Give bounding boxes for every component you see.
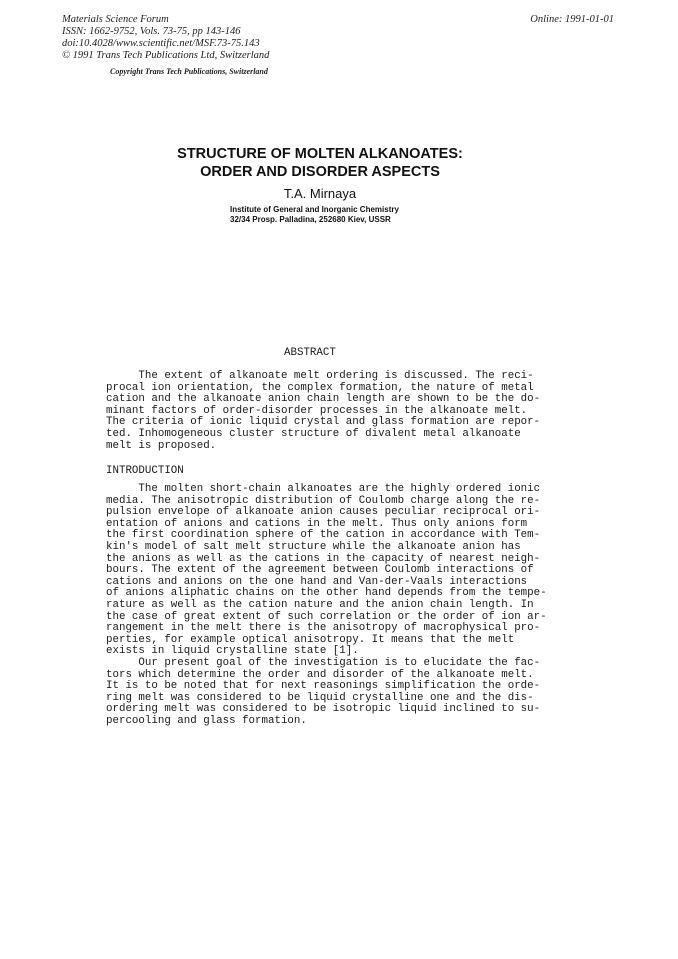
abstract-line: melt is proposed. xyxy=(106,439,217,452)
intro-line: Our present goal of the investigation is to elucidate the fac- xyxy=(106,656,541,669)
intro-line: The molten short-chain alkanoates are the highly ordered ionic xyxy=(106,483,541,495)
intro-line: the anions as well as the cations in the capacity of nearest neigh- xyxy=(106,552,541,565)
intro-line: media. The anisotropic distribution of Coulomb charge along the re- xyxy=(106,494,541,507)
intro-line: entation of anions and cations in the melt. Thus only anions form xyxy=(106,517,528,530)
abstract-line: ted. Inhomogeneous cluster structure of divalent metal alkanoate xyxy=(106,427,521,440)
abstract-text xyxy=(106,371,566,452)
intro-line: tors which determine the order and disorder of the alkanoate melt. xyxy=(106,668,534,681)
intro-line: bours. The extent of the agreement between Coulomb interactions of xyxy=(106,564,534,577)
abstract-line: cation and the alkanoate anion chain length are shown to be the do- xyxy=(106,393,541,406)
affiliation-line-1: Institute of General and Inorganic Chemistry xyxy=(230,205,399,214)
intro-line: percooling and glass formation. xyxy=(106,714,307,727)
intro-line: ring melt was considered to be liquid crystalline one and the dis- xyxy=(106,691,534,704)
abstract-line: The criteria of ionic liquid crystal and glass formation are repor- xyxy=(106,416,541,429)
introduction-heading: INTRODUCTION xyxy=(106,465,184,477)
journal-name: Materials Science Forum xyxy=(62,14,169,25)
intro-line: kin's model of salt melt structure while the alkanoate anion has xyxy=(106,540,521,553)
copyright-notice: Copyright Trans Tech Publications, Switzerland xyxy=(110,67,268,76)
abstract-heading: ABSTRACT xyxy=(284,347,336,359)
intro-line: of anions aliphatic chains on the other hand depends from the tempe- xyxy=(106,587,547,600)
publisher-line: © 1991 Trans Tech Publications Ltd, Switzerland xyxy=(62,50,270,61)
intro-line: rangement in the melt there is the anisotropy of macrophysical pro- xyxy=(106,622,541,635)
intro-line: perties, for example optical anisotropy. It means that the melt xyxy=(106,633,515,646)
doi-line: doi:10.4028/www.scientific.net/MSF.73-75.143 xyxy=(62,38,260,49)
issn-line: ISSN: 1662-9752, Vols. 73-75, pp 143-146 xyxy=(62,26,241,37)
abstract-line: The extent of alkanoate melt ordering is discussed. The reci- xyxy=(106,370,534,382)
publication-metadata xyxy=(62,14,269,62)
abstract-line: minant factors of order-disorder processes in the alkanoate melt. xyxy=(106,404,528,417)
intro-line: rature as well as the cation nature and the anion chain length. In xyxy=(106,598,534,611)
abstract-line: procal ion orientation, the complex formation, the nature of metal xyxy=(106,381,534,394)
title-line-1: STRUCTURE OF MOLTEN ALKANOATES: xyxy=(177,146,463,162)
author-name: T.A. Mirnaya xyxy=(283,186,357,201)
intro-line: exists in liquid crystalline state [1]. xyxy=(106,645,359,658)
affiliation-line-2: 32/34 Prosp. Palladina, 252680 Kiev, USSR xyxy=(230,215,391,224)
intro-line: cations and anions on the one hand and Van-der-Vaals interactions xyxy=(106,575,528,588)
introduction-text xyxy=(106,484,566,727)
title-line-2: ORDER AND DISORDER ASPECTS xyxy=(200,164,440,180)
intro-line: ordering melt was considered to be isotropic liquid inclined to su- xyxy=(106,703,541,716)
paper-title xyxy=(120,145,520,181)
intro-line: It is to be noted that for next reasonings simplification the orde- xyxy=(106,680,541,693)
online-date: Online: 1991-01-01 xyxy=(530,14,614,25)
intro-line: the case of great extent of such correlation or the order of ion ar- xyxy=(106,610,547,623)
intro-line: pulsion envelope of alkanoate anion causes peculiar reciprocal ori- xyxy=(106,506,541,519)
author-affiliation xyxy=(230,205,399,225)
intro-line: the first coordination sphere of the cation in accordance with Tem- xyxy=(106,529,541,542)
